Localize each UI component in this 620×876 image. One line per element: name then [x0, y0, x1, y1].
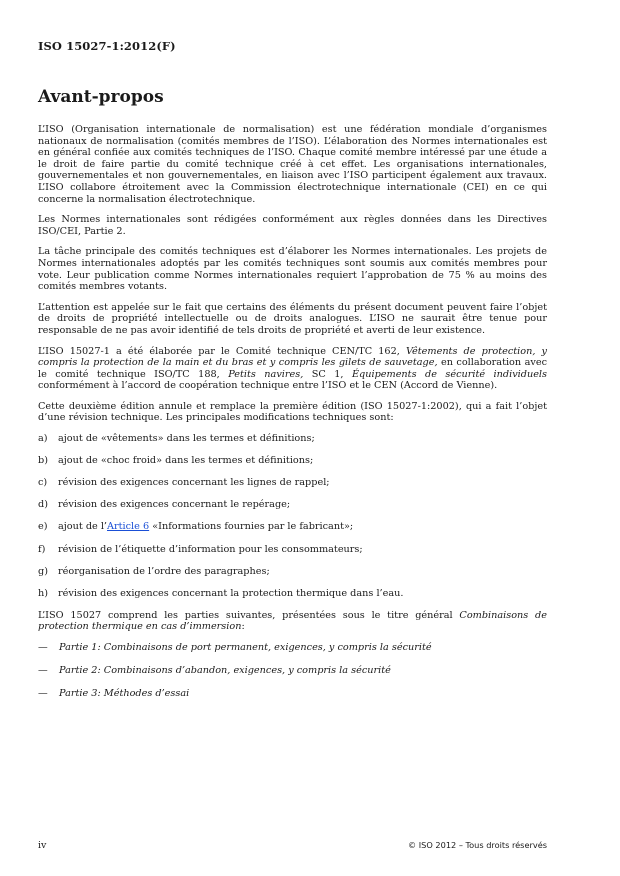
list-item — [38, 521, 547, 533]
document-body — [38, 124, 547, 711]
list-text: ajout de «vêtements» dans les termes et définitions; — [58, 433, 315, 445]
parts-intro-text: L’ISO 15027 comprend les parties suivantes, présentées sous le titre général — [38, 609, 460, 621]
paragraph-committees: La tâche principale des comités techniques est d’élaborer les Normes internationales. Les projets de Normes internationales adoptés par les comités techniques sont soumis aux comités membres pour vote. Leur publication comme Normes internationales requiert l’approbation de 75 % au moins des comités membres votants. — [38, 246, 547, 293]
preparation-text-2: en collaboration avec le comité technique ISO/TC 188, — [38, 357, 547, 380]
dash-bullet: — — [38, 687, 48, 699]
preparation-text-3: SC 1, — [303, 368, 352, 380]
list-text: réorganisation de l’ordre des paragraphes; — [58, 565, 270, 577]
part-title: Partie 1: Combinaisons de port permanent, exigences, y compris la sécurité — [59, 642, 432, 653]
document-id-header: ISO 15027-1:2012(F) — [38, 39, 176, 53]
part-title: Partie 3: Méthodes d’essai — [59, 687, 190, 699]
preparation-text-1: L’ISO 15027-1 a été élaborée par le Comité technique CEN/TC 162, — [38, 345, 406, 357]
parts-list — [38, 642, 547, 699]
dash-bullet: — — [38, 642, 48, 653]
list-text: révision des exigences concernant la protection thermique dans l’eau. — [58, 587, 404, 599]
list-label: f) — [38, 543, 46, 555]
article-6-link[interactable]: Article 6 — [107, 521, 150, 533]
list-item — [38, 688, 547, 700]
preparation-italic-1: Vêtements de protection, y compris la protection de la main et du bras et y compris les gilets de sauvetage, — [38, 345, 548, 369]
list-text-pre: ajout de l’ — [58, 521, 108, 533]
list-text: révision des exigences concernant les lignes de rappel; — [58, 477, 330, 489]
part-title: Partie 2: Combinaisons d’abandon, exigences, y compris la sécurité — [59, 664, 391, 676]
preparation-italic-3: Équipements de sécurité individuels — [351, 368, 548, 380]
list-item — [38, 566, 547, 578]
list-text — [58, 521, 353, 533]
preparation-italic-2: Petits navires, — [228, 368, 304, 380]
paragraph-parts-intro — [38, 610, 547, 633]
list-label: d) — [38, 499, 48, 511]
list-item — [38, 477, 547, 489]
paragraph-edition: Cette deuxième édition annule et remplace la première édition (ISO 15027-1:2002), qui a fait l’objet d’une révision technique. Les principales modifications techniques sont: — [38, 400, 547, 424]
page-title: Avant-propos — [38, 87, 164, 107]
list-item — [38, 544, 547, 556]
paragraph-preparation — [38, 346, 547, 392]
list-text: révision des exigences concernant le repérage; — [58, 499, 291, 511]
list-label: c) — [38, 477, 48, 489]
paragraph-directives: Les Normes internationales sont rédigées conformément aux règles données dans les Directives ISO/CEI, Partie 2. — [38, 214, 547, 237]
list-item — [38, 665, 547, 677]
list-label: h) — [38, 587, 49, 599]
list-item — [38, 499, 547, 511]
page-number: iv — [38, 840, 47, 851]
parts-intro-colon: : — [241, 621, 245, 633]
list-label: a) — [38, 433, 48, 445]
list-text-post: «Informations fournies par le fabricant»; — [149, 521, 354, 533]
list-text: ajout de «choc froid» dans les termes et définitions; — [58, 455, 314, 467]
list-label: g) — [38, 565, 48, 577]
paragraph-patent-rights: L’attention est appelée sur le fait que certains des éléments du présent document peuvent faire l’objet de droits de propriété intellectuelle ou de droits analogues. L’ISO ne saurait être tenue pour responsable de ne pas avoir identifié de tels droits de propriété et averti de leur existence. — [38, 301, 547, 336]
list-item — [38, 588, 547, 600]
paragraph-iso-intro: L’ISO (Organisation internationale de normalisation) est une fédération mondiale d’organismes nationaux de normalisation (comités membres de l’ISO). L’élaboration des Normes internationales est en général confiée aux comités techniques de l’ISO. Chaque comité membre intéressé par une étude a le droit de faire partie du comité technique créé à cet effet. Les organisations internationales, gouvernementales et non gouvernementales, en liaison avec l’ISO participent également aux travaux. L’ISO collabore étroitement avec la Commission électrotechnique internationale (CEI) en ce qui concerne la normalisation électrotechnique. — [38, 124, 547, 205]
changes-list — [38, 433, 547, 599]
list-item — [38, 642, 547, 654]
list-text: révision de l’étiquette d’information pour les consommateurs; — [58, 543, 363, 555]
parts-intro-italic: Combinaisons de protection thermique en cas d’immersion — [38, 609, 547, 633]
list-label: e) — [38, 521, 48, 533]
list-item — [38, 455, 547, 467]
preparation-text-4: conformément à l’accord de coopération technique entre l’ISO et le CEN (Accord de Vienne). — [38, 380, 498, 392]
dash-bullet: — — [38, 664, 48, 676]
copyright-notice: © ISO 2012 – Tous droits réservés — [407, 840, 547, 850]
list-label: b) — [38, 455, 48, 467]
list-item — [38, 433, 547, 445]
